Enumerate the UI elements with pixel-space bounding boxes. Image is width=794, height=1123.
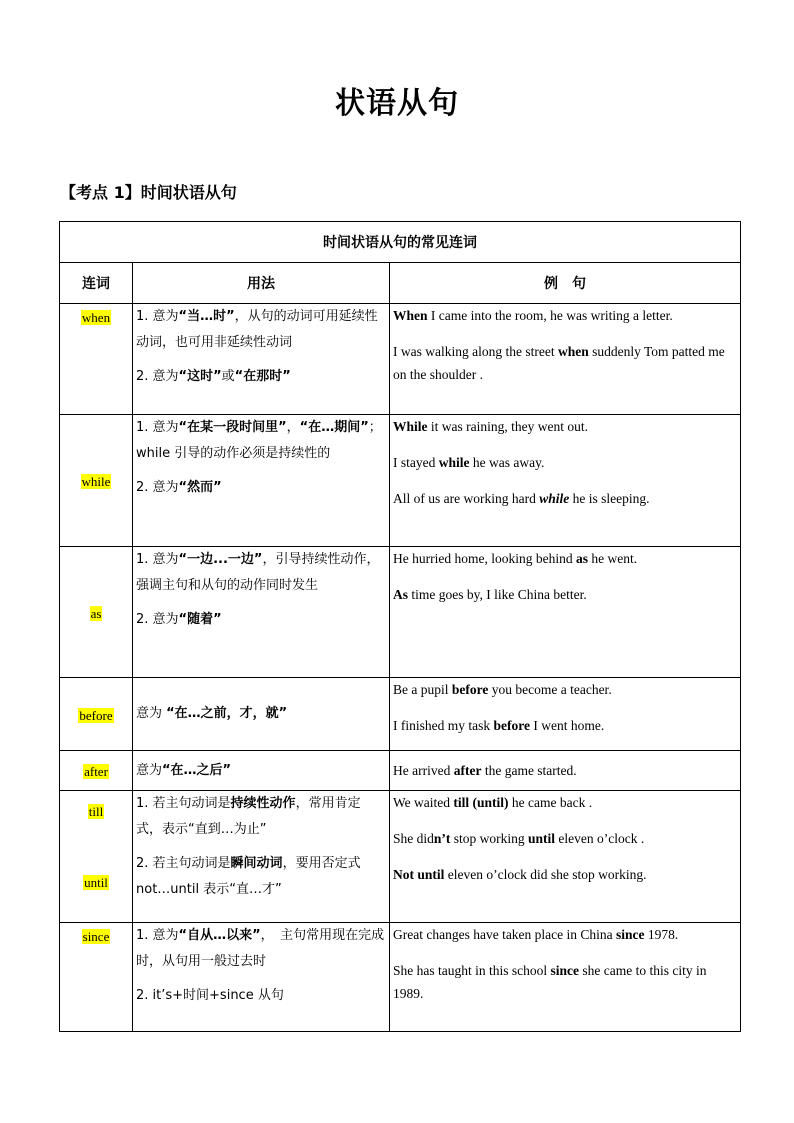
cell-paragraph <box>136 701 386 727</box>
text-run: until <box>528 831 556 846</box>
text-run: “在某一段时间里” <box>178 420 287 435</box>
table-row <box>60 415 741 547</box>
text-run: She did <box>393 831 434 846</box>
conj-cell <box>60 304 133 415</box>
text-run: While <box>393 419 428 434</box>
text-run: he was away. <box>469 455 545 470</box>
text-run: 或 <box>221 369 235 384</box>
text-run: 1. 意为 <box>136 552 179 567</box>
text-run: it was raining, they went out. <box>427 419 588 434</box>
example-cell <box>390 547 741 678</box>
text-run: ， 主句常用现在完成时，从句用一般过去时 <box>136 928 385 969</box>
text-run: he went. <box>587 551 638 566</box>
text-run: I went home. <box>530 718 605 733</box>
text-run: “然而” <box>178 480 222 495</box>
table-caption-row <box>60 222 741 263</box>
cell-paragraph <box>136 851 386 903</box>
text-run: 持续性动作 <box>230 796 296 811</box>
text-run: she came to this city in 1989. <box>393 963 707 1001</box>
usage-cell <box>133 923 390 1032</box>
text-run: you become a teacher. <box>488 682 612 697</box>
conj-cell <box>60 678 133 751</box>
example-cell <box>390 923 741 1032</box>
cell-paragraph <box>136 415 386 467</box>
cell-paragraph <box>393 340 737 386</box>
text-run: when <box>557 344 589 359</box>
cell-paragraph <box>136 607 386 633</box>
text-run: 2. it’s+时间+since 从句 <box>136 988 284 1003</box>
text-run: He arrived <box>393 763 454 778</box>
text-run: n’t <box>433 831 451 846</box>
text-run: “在那时” <box>234 369 291 384</box>
text-run: 意为 <box>136 762 163 778</box>
example-cell <box>390 791 741 923</box>
text-run: 2. 意为 <box>136 369 179 384</box>
text-run: “当…时” <box>178 309 235 324</box>
cell-paragraph <box>136 304 386 356</box>
text-run: ；while 引导的动作必须是持续性的 <box>136 420 382 461</box>
text-run: time goes by, I like China better. <box>408 587 587 602</box>
conj-before: before <box>79 707 113 723</box>
example-cell <box>390 678 741 751</box>
table-row <box>60 678 741 751</box>
conj-cell <box>60 415 133 547</box>
text-run: after <box>453 763 482 778</box>
usage-cell <box>133 304 390 415</box>
text-run: Be a pupil <box>393 682 452 697</box>
text-run: I came into the room, he was writing a letter. <box>427 308 673 323</box>
cell-paragraph <box>393 678 737 701</box>
header-usage: 用法 <box>133 263 390 304</box>
conj-when: when <box>81 310 111 325</box>
table-row <box>60 304 741 415</box>
cell-paragraph <box>393 959 737 1005</box>
conj-as: as <box>90 605 102 621</box>
cell-paragraph <box>393 923 737 946</box>
conj-cell <box>60 923 133 1032</box>
text-run: 2. 意为 <box>136 612 179 627</box>
text-run: He hurried home, looking behind <box>393 551 576 566</box>
text-run: Great changes have taken place in China <box>393 927 617 942</box>
usage-cell <box>133 751 390 791</box>
text-run: 1. 意为 <box>136 309 179 324</box>
text-run: before <box>493 718 530 733</box>
conj-cell <box>60 547 133 678</box>
section-heading: 【考点 1】时间状语从句 <box>60 183 237 202</box>
text-run: She has taught in this school <box>393 963 551 978</box>
conjunction-table <box>59 221 741 1032</box>
cell-paragraph <box>393 759 737 782</box>
text-run: “随着” <box>178 612 222 627</box>
cell-paragraph <box>393 827 737 850</box>
text-run: since <box>616 927 645 942</box>
text-run: while <box>438 455 470 470</box>
text-run: All of us are working hard <box>393 491 540 506</box>
usage-cell <box>133 678 390 751</box>
text-run: till (until) <box>453 795 509 810</box>
cell-paragraph <box>136 923 386 975</box>
text-run: 2. 若主句动词是 <box>136 856 231 871</box>
cell-paragraph <box>393 547 737 570</box>
text-run: 1. 意为 <box>136 420 179 435</box>
text-run: eleven o’clock did she stop working. <box>444 867 647 882</box>
text-run: “自从…以来” <box>178 928 261 943</box>
example-cell <box>390 415 741 547</box>
cell-paragraph <box>393 714 737 737</box>
conj-while: while <box>81 474 111 489</box>
text-run: “在…期间” <box>299 420 369 435</box>
header-example: 例 句 <box>390 263 741 304</box>
cell-paragraph <box>393 451 737 474</box>
text-run: I stayed <box>393 455 439 470</box>
text-run: “在…之后” <box>162 762 232 778</box>
page-title: 状语从句 <box>335 86 459 121</box>
text-run: 瞬间动词 <box>230 856 283 871</box>
cell-paragraph <box>393 863 737 886</box>
text-run: suddenly Tom patted me on the shoulder . <box>393 344 725 382</box>
table-row <box>60 751 741 791</box>
conj-since: since <box>82 929 110 944</box>
text-run: he is sleeping. <box>569 491 650 506</box>
text-run: ，引导持续性动作，强调主句和从句的动作同时发生 <box>136 552 380 593</box>
cell-paragraph <box>136 547 386 599</box>
text-run: ，要用否定式 not…until 表示“直…才” <box>136 856 361 897</box>
cell-paragraph <box>393 487 737 510</box>
text-run: stop working <box>450 831 529 846</box>
table-row <box>60 547 741 678</box>
text-run: 1. 意为 <box>136 928 179 943</box>
cell-paragraph <box>393 415 737 438</box>
text-run: he came back . <box>508 795 593 810</box>
text-run: eleven o’clock . <box>555 831 645 846</box>
usage-cell <box>133 415 390 547</box>
text-run: “一边...一边” <box>178 552 263 567</box>
text-run: 1. 若主句动词是 <box>136 796 231 811</box>
conj-after: after <box>84 764 108 779</box>
cell-paragraph <box>136 791 386 843</box>
table-caption: 时间状语从句的常见连词 <box>60 222 741 263</box>
cell-paragraph <box>136 983 386 1009</box>
table-header-row <box>60 263 741 304</box>
cell-paragraph <box>393 791 737 814</box>
text-run: “这时” <box>178 369 222 384</box>
cell-paragraph <box>136 758 386 784</box>
example-cell <box>390 304 741 415</box>
usage-cell <box>133 547 390 678</box>
text-run: “在…之前，才，就” <box>166 706 288 721</box>
text-run: the game started. <box>481 763 577 778</box>
text-run: 意为 <box>136 706 167 721</box>
text-run: ，从句的动词可用延续性动词，也可用非延续性动词 <box>136 309 378 350</box>
header-conj: 连词 <box>60 263 133 304</box>
text-run: ，常用肯定式，表示“直到…为止” <box>136 796 361 837</box>
text-run: ， <box>286 420 300 435</box>
cell-paragraph <box>136 475 386 501</box>
usage-cell <box>133 791 390 923</box>
conj-cell <box>60 791 133 923</box>
cell-paragraph <box>136 364 386 390</box>
table-row <box>60 791 741 923</box>
text-run: Not until <box>393 867 445 882</box>
text-run: 2. 意为 <box>136 480 179 495</box>
text-run: as <box>575 551 588 566</box>
text-run: I was walking along the street <box>393 344 558 359</box>
conj-until: until <box>84 875 108 890</box>
text-run: As <box>393 587 409 602</box>
cell-paragraph <box>393 583 737 606</box>
cell-paragraph <box>393 304 737 327</box>
example-cell <box>390 751 741 791</box>
text-run: We waited <box>393 795 454 810</box>
text-run: while <box>539 491 570 506</box>
table-row <box>60 923 741 1032</box>
text-run: 1978. <box>644 927 679 942</box>
text-run: before <box>451 682 489 697</box>
conj-till: till <box>88 804 104 819</box>
conj-cell <box>60 751 133 791</box>
text-run: I finished my task <box>393 718 494 733</box>
text-run: since <box>550 963 579 978</box>
text-run: When <box>393 308 428 323</box>
